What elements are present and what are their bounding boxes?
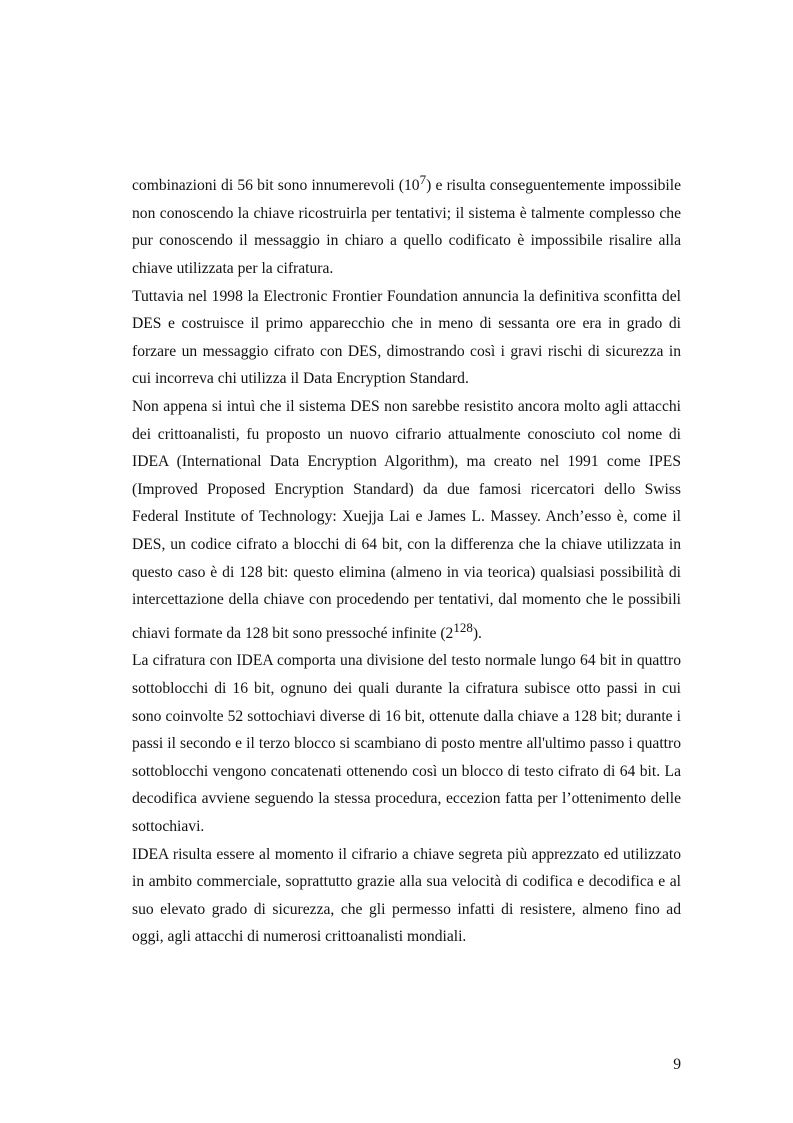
text-segment: La cifratura con IDEA comporta una divisione del testo normale lungo 64 bit in quattro sottoblocchi di 16 bit, ognuno dei quali durante la cifratura subisce otto passi in cui sono coinvolte 52 sottochiavi diverse di 16 bit, ottenute dalla chiave a 128 bit; durante i passi il secondo e il terzo blocco si scambiano di posto mentre all'ultimo passo i quattro sottoblocchi vengono concatenati ottenendo così un blocco di testo cifrato di 64 bit. La decodifica avviene seguendo la stessa procedura, eccezion fatta per l’ottenimento delle sottochiavi. bbox=[132, 652, 681, 836]
paragraph bbox=[132, 166, 681, 283]
paragraph bbox=[132, 393, 681, 648]
superscript-exponent: 7 bbox=[419, 172, 427, 187]
text-segment: Non appena si intuì che il sistema DES non sarebbe resistito ancora molto agli attacchi dei crittoanalisti, fu proposto un nuovo cifrario attualmente conosciuto col nome di IDEA (International Data Encryption Algorithm), ma creato nel 1991 come IPES (Improved Proposed Encryption Standard) da due famosi ricercatori dello Swiss Federal Institute of Technology: Xuejja Lai e James L. Massey. Anch’esso è, come il DES, un codice cifrato a blocchi di 64 bit, con la differenza che la chiave utilizzata in questo caso è di 128 bit: questo elimina (almeno in via teorica) qualsiasi possibilità di intercettazione della chiave con procedendo per tentativi, dal momento che le possibili chiavi formate da 128 bit sono pressoché infinite (2 bbox=[132, 397, 681, 642]
text-segment: ) e risulta conseguentemente impossibile non conoscendo la chiave ricostruirla per tentativi; il sistema è talmente complesso che pur conoscendo il messaggio in chiaro a quello codificato è impossibile risalire alla chiave utilizzata per la cifratura. bbox=[132, 177, 681, 277]
superscript-exponent: 128 bbox=[453, 619, 473, 635]
paragraph bbox=[132, 647, 681, 840]
document-body bbox=[132, 166, 681, 951]
text-segment: combinazioni di 56 bit sono innumerevoli (10 bbox=[132, 177, 420, 195]
text-segment: Tuttavia nel 1998 la Electronic Frontier Foundation annuncia la definitiva sconfitta del DES e costruisce il primo apparecchio che in meno di sessanta ore era in grado di forzare un messaggio cifrato con DES, dimostrando così i gravi rischi di sicurezza in cui incorreva chi utilizza il Data Encryption Standard. bbox=[132, 287, 681, 388]
text-segment: IDEA risulta essere al momento il cifrario a chiave segreta più apprezzato ed utilizzato in ambito commerciale, soprattutto grazie alla sua velocità di codifica e decodifica e al suo elevato grado di sicurezza, che gli permesso infatti di resistere, almeno fino ad oggi, agli attacchi di numerosi crittoanalisti mondiali. bbox=[132, 845, 681, 946]
text-segment: ). bbox=[472, 624, 482, 642]
page-number: 9 bbox=[673, 1056, 681, 1073]
paragraph bbox=[132, 283, 681, 393]
paragraph bbox=[132, 841, 681, 951]
